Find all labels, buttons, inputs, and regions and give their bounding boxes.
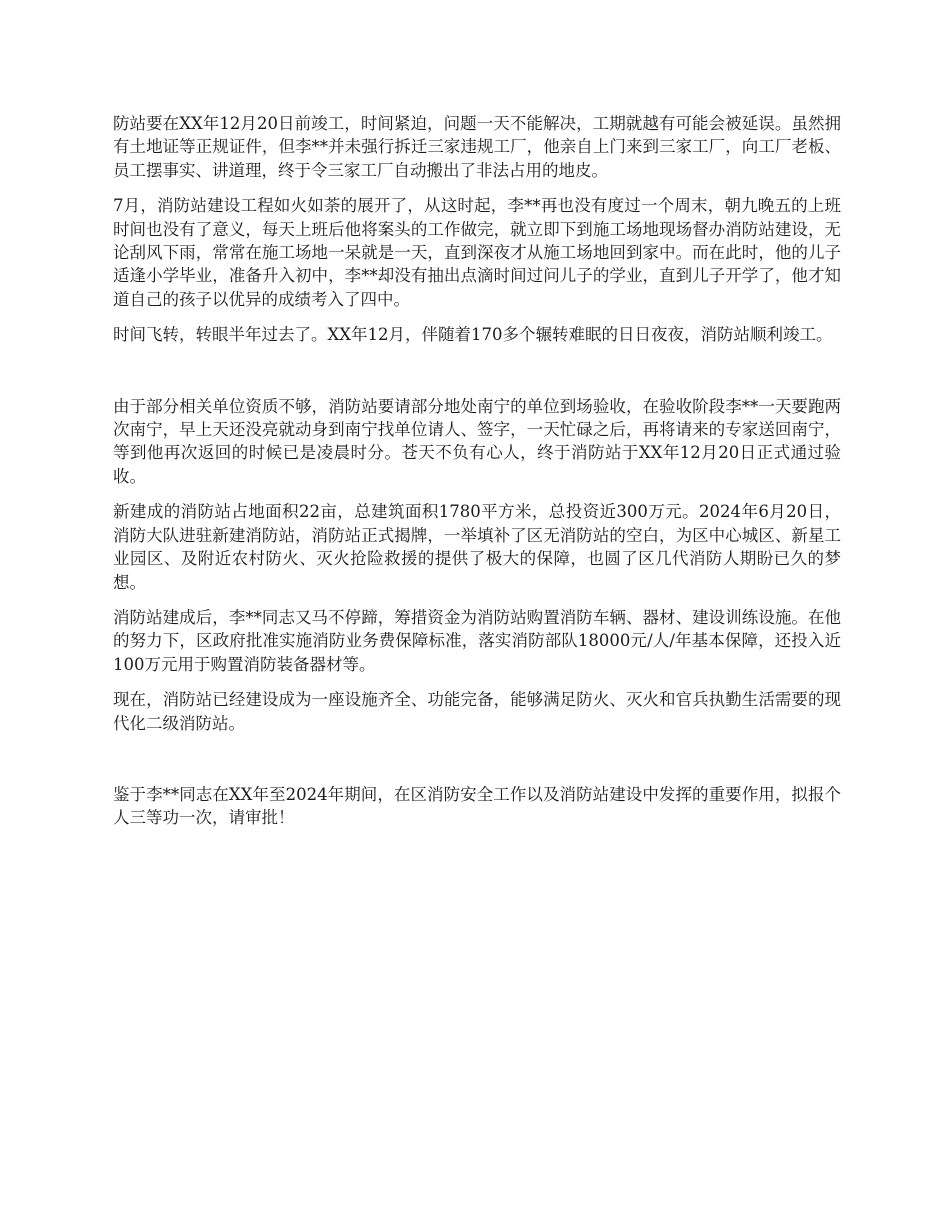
document-body: [113, 112, 841, 842]
paragraph-recommendation: 鉴于李**同志在XX年至2024年期间，在区消防安全工作以及消防站建设中发挥的重要作用，拟报个人三等功一次，请审批！: [113, 784, 841, 828]
section-gap: [113, 747, 841, 783]
paragraph-land-clearance: 防站要在XX年12月20日前竣工，时间紧迫，问题一天不能解决，工期就越有可能会被延误。虽然拥有土地证等正规证件，但李**并未强行拆迁三家违规工厂，他亲自上门来到三家工厂，向工厂老板、员工摆事实、讲道理，终于令三家工厂自动搬出了非法占用的地皮。: [113, 114, 841, 180]
paragraph-construction: 7月，消防站建设工程如火如荼的展开了，从这时起，李**再也没有度过一个周末，朝九晚五的上班时间也没有了意义，每天上班后他将案头的工作做完，就立即下到施工场地现场督办消防站建设，无论刮风下雨，常常在施工场地一呆就是一天，直到深夜才从施工场地回到家中。而在此时，他的儿子适逢小学毕业，准备升入初中，李**却没有抽出点滴时间过问儿子的学业，直到儿子开学了，他才知道自己的孩子以优异的成绩考入了四中。: [113, 196, 841, 309]
paragraph-station-facts: 新建成的消防站占地面积22亩，总建筑面积1780平方米，总投资近300万元。2024年6月20日，消防大队进驻新建消防站，消防站正式揭牌，一举填补了区无消防站的空白，为区中心城区、新星工业园区、及附近农村防火、灭火抢险救援的提供了极大的保障，也圆了区几代消防人期盼已久的梦想。: [113, 502, 841, 592]
paragraph-funding: 消防站建成后，李**同志又马不停蹄，筹措资金为消防站购置消防车辆、器材、建设训练设施。在他的努力下，区政府批准实施消防业务费保障标准，落实消防部队18000元/人/年基本保障，还投入近100万元用于购置消防装备器材等。: [113, 607, 841, 674]
paragraph-completion: 时间飞转，转眼半年过去了。XX年12月，伴随着170多个辗转难眠的日日夜夜，消防站顺利竣工。: [113, 325, 833, 345]
paragraph-current-status: 现在，消防站已经建设成为一座设施齐全、功能完备，能够满足防火、灭火和官兵执勤生活需要的现代化二级消防站。: [113, 690, 841, 733]
section-gap: [113, 359, 841, 395]
paragraph-acceptance: 由于部分相关单位资质不够，消防站要请部分地处南宁的单位到场验收，在验收阶段李**一天要跑两次南宁，早上天还没亮就动身到南宁找单位请人、签字，一天忙碌之后，再将请来的专家送回南宁，等到他再次返回的时候已是凌晨时分。苍天不负有心人，终于消防站于XX年12月20日正式通过验收。: [113, 396, 841, 486]
